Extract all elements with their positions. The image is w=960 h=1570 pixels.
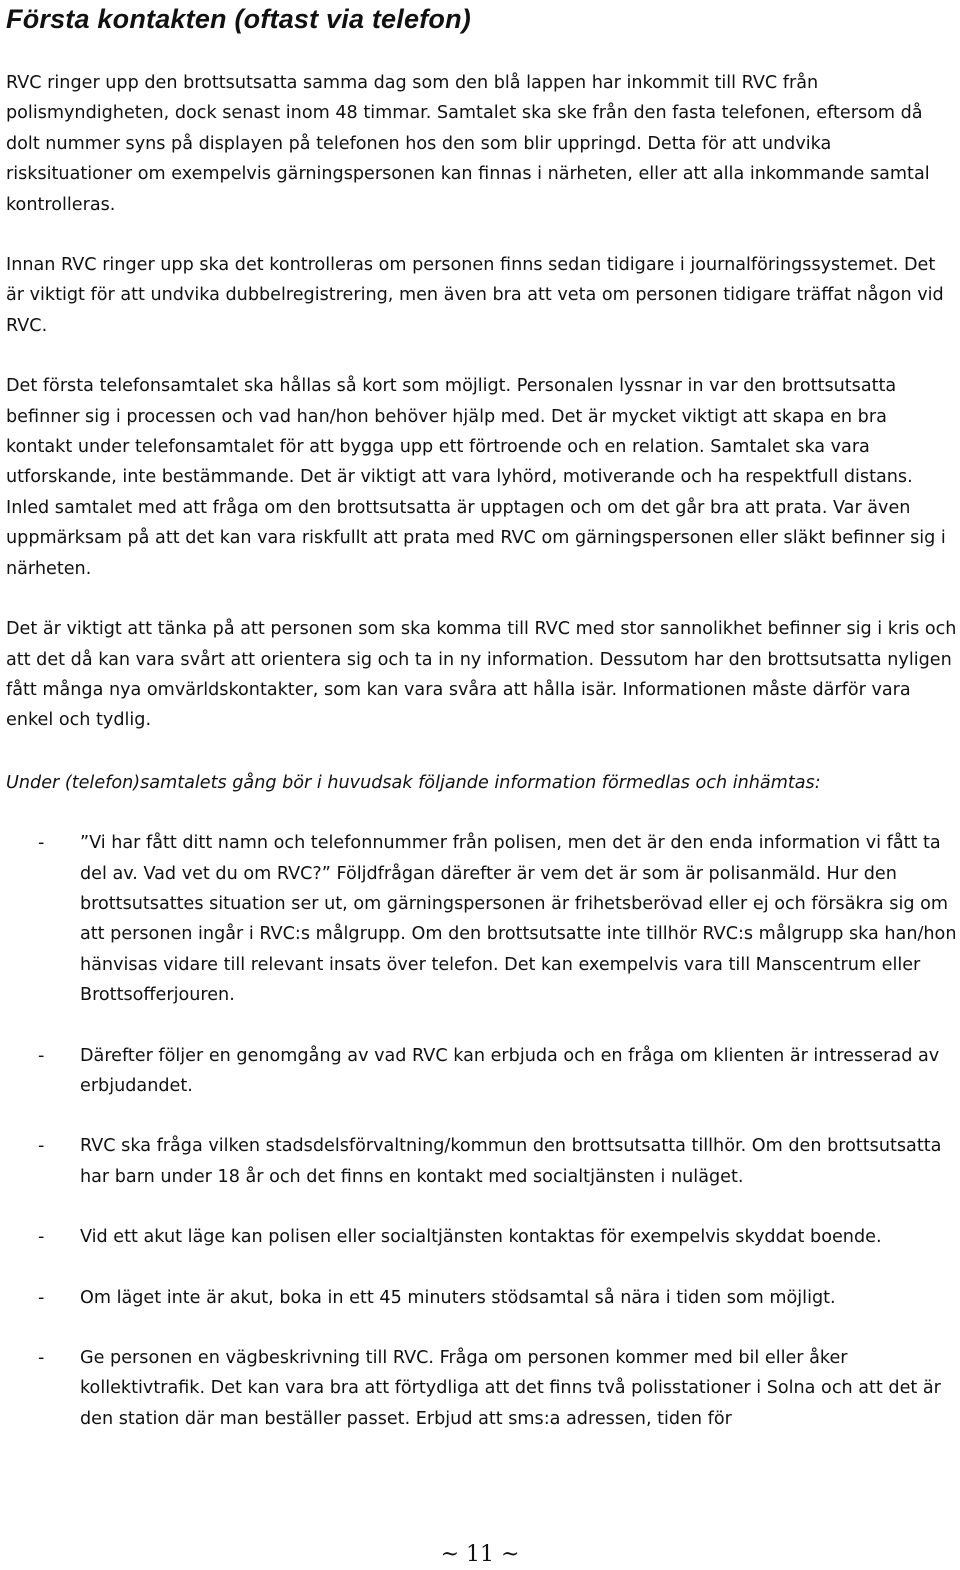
list-dash: - [38,1227,45,1248]
page-number: ~ 11 ~ [440,1542,520,1567]
list-item-text: RVC ska fråga vilken stadsdelsförvaltning/kommun den brottsutsatta tillhör. Om den brottsutsatta har barn under 18 år och det finns en kontakt med socialtjänsten i nuläget. [80,1136,942,1187]
list-item [6,1131,958,1192]
list-item [6,1041,958,1102]
list-item-text: Därefter följer en genomgång av vad RVC kan erbjuda och en fråga om klienten är intresserad av erbjudandet. [80,1045,940,1096]
list-dash: - [38,1287,45,1308]
list-subheading: Under (telefon)samtalets gång bör i huvudsak följande information förmedlas och inhämtas: [6,772,821,793]
paragraph-first-call: Det första telefonsamtalet ska hållas så kort som möjligt. Personalen lyssnar in var den brottsutsatta befinner sig i processen och vad han/hon behöver hjälp med. Det är mycket viktigt att skapa en bra kontakt under telefonsamtalet för att bygga upp ett förtroende och en relation. Samtalet ska vara utforskande, inte bestämmande. Det är viktigt att vara lyhörd, motiverande och ha respektfull distans. Inled samtalet med att fråga om den brottsutsatta är upptagen och om det går bra att prata. Var även uppmärksam på att det kan vara riskfullt att prata med RVC om gärningspersonen eller släkt befinner sig i närheten. [6,376,946,579]
list-item [6,828,958,1010]
list-item-text: Om läget inte är akut, boka in ett 45 minuters stödsamtal så nära i tiden som möjligt. [80,1287,836,1308]
section-heading: Första kontakten (oftast via telefon) [6,4,471,34]
list-dash: - [38,1136,45,1157]
list-dash: - [38,1045,45,1066]
paragraph-journal-check: Innan RVC ringer upp ska det kontrolleras om personen finns sedan tidigare i journalföringssystemet. Det är viktigt för att undvika dubbelregistrering, men även bra att veta om personen tidigare träffat någon vid RVC. [6,255,944,336]
information-list [6,828,958,1434]
list-dash: - [38,1348,45,1368]
list-item-text: Ge personen en vägbeskrivning till RVC. Fråga om personen kommer med bil eller åker kollektivtrafik. Det kan vara bra att förtydliga att det finns två polisstationer i Solna och att det är den station där man beställer passet. Erbjud att sms:a adressen, tiden för [80,1348,941,1429]
list-item-text: ”Vi har fått ditt namn och telefonnummer från polisen, men det är den enda information vi fått ta del av. Vad vet du om RVC?” Följdfrågan därefter är vem det är som är polisanmäld. Hur den brottsutsattes situation ser ut, om gärningspersonen är frihetsberövad eller ej och försäkra sig om att personen ingår i RVC:s målgrupp. Om den brottsutsatte inte tillhör RVC:s målgrupp ska han/hon hänvisas vidare till relevant insats över telefon. Det kan exempelvis vara till Manscentrum eller Brottsofferjouren. [80,833,957,1006]
list-item [6,1343,958,1434]
paragraph-crisis: Det är viktigt att tänka på att personen som ska komma till RVC med stor sannolikhet befinner sig i kris och att det då kan vara svårt att orientera sig och ta in ny information. Dessutom har den brottsutsatta nyligen fått många nya omvärldskontakter, som kan vara svåra att hålla isär. Informationen måste därför vara enkel och tydlig. [6,619,957,731]
document-page [6,0,958,1464]
list-item [6,1222,958,1252]
paragraph-intro: RVC ringer upp den brottsutsatta samma dag som den blå lappen har inkommit till RVC från polismyndigheten, dock senast inom 48 timmar. Samtalet ska ske från den fasta telefonen, eftersom då dolt nummer syns på displayen på telefonen hos den som blir uppringd. Detta för att undvika risksituationer om exempelvis gärningspersonen kan finnas i närheten, eller att alla inkommande samtal kontrolleras. [6,73,930,215]
list-item [6,1283,958,1313]
list-dash: - [38,833,45,854]
list-item-text: Vid ett akut läge kan polisen eller socialtjänsten kontaktas för exempelvis skyddat boende. [80,1227,882,1248]
